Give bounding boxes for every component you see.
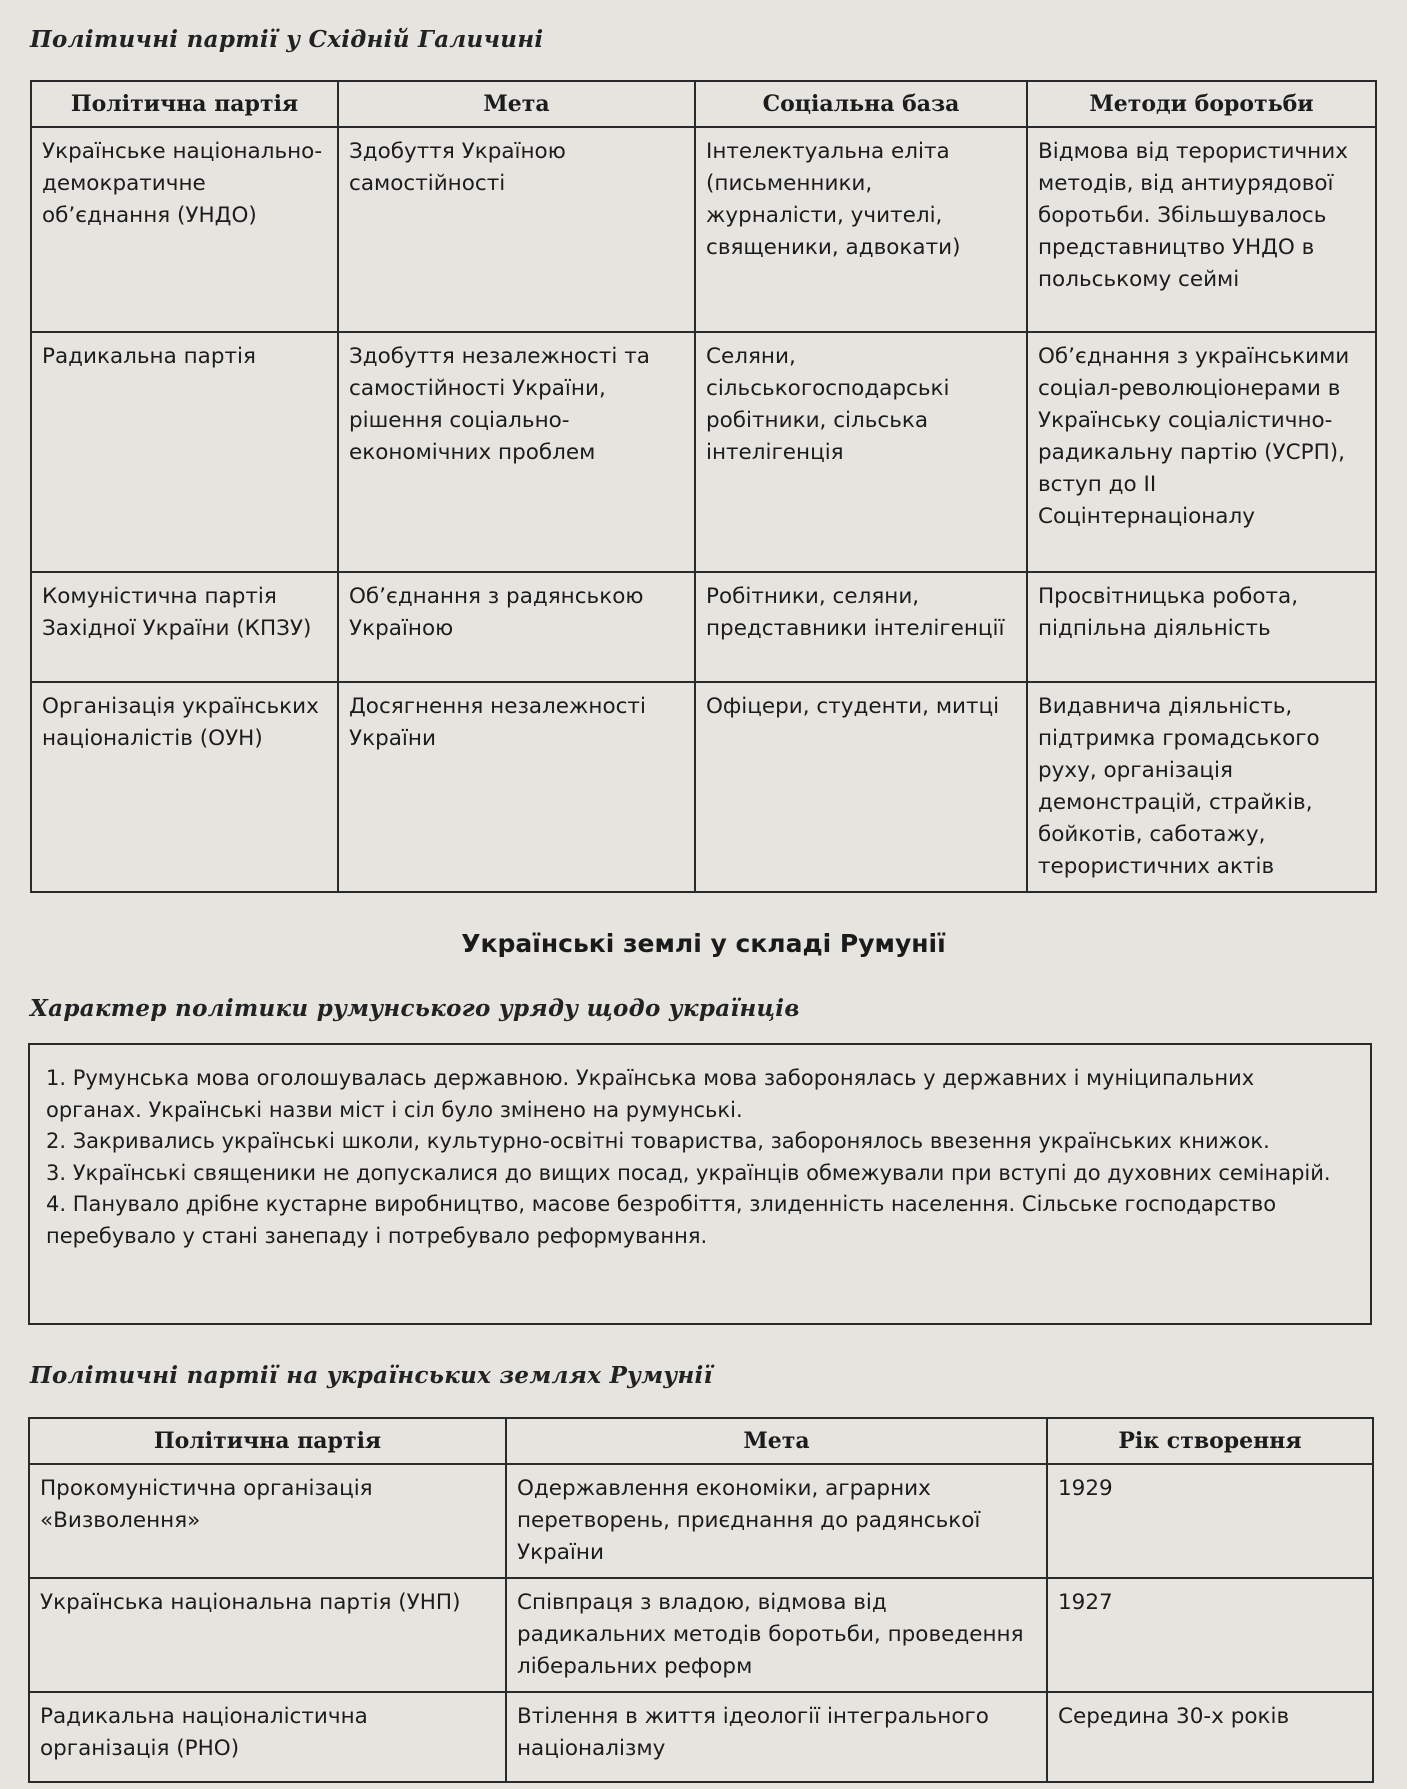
party-cell: Прокомуністична організація «Визволення» <box>29 1464 506 1578</box>
policy-item: 4. Панувало дрібне кустарне виробництво, масове безробіття, злиденність населення. Сільське господарство перебувало у стані занепаду і потребувало реформування. <box>46 1192 1277 1248</box>
methods-cell: Просвітницька робота, підпільна діяльність <box>1027 572 1376 682</box>
section-title-eastern-galicia: Політичні партії у Східній Галичині <box>30 26 544 53</box>
methods-cell: Видавнича діяльність, підтримка громадського руху, організація демонстрацій, страйків, бойкотів, саботажу, терористичних актів <box>1027 682 1376 892</box>
policy-item: 1. Румунська мова оголошувалась державною. Українська мова заборонялась у державних і муніципальних органах. Українські назви міст і сіл було змінено на румунські. <box>46 1066 1255 1122</box>
goal-cell: Досягнення незалежності України <box>338 682 695 892</box>
table-row <box>29 1578 1373 1692</box>
goal-cell: Одержавлення економіки, аграрних перетворень, приєднання до радянської України <box>506 1464 1047 1578</box>
goal-cell: Здобуття незалежності та самостійності України, рішення соціально-економічних проблем <box>338 332 695 572</box>
social-base-cell: Офіцери, студенти, митці <box>695 682 1027 892</box>
column-header: Мета <box>338 81 695 127</box>
section-title-romania-parties: Політичні партії на українських землях Румунії <box>30 1362 713 1389</box>
social-base-cell: Селяни, сільськогосподарські робітники, сільська інтелігенція <box>695 332 1027 572</box>
table-header-row <box>31 81 1376 127</box>
eastern-galicia-parties-table <box>30 80 1377 893</box>
romania-parties-table <box>28 1417 1374 1783</box>
column-header: Методи боротьби <box>1027 81 1376 127</box>
year-cell: Середина 30-х років <box>1047 1692 1373 1782</box>
table-row <box>31 127 1376 332</box>
party-cell: Українська національна партія (УНП) <box>29 1578 506 1692</box>
column-header: Рік створення <box>1047 1418 1373 1464</box>
goal-cell: Співпраця з владою, відмова від радикальних методів боротьби, проведення ліберальних реформ <box>506 1578 1047 1692</box>
table-row <box>29 1692 1373 1782</box>
column-header: Соціальна база <box>695 81 1027 127</box>
table-row <box>31 332 1376 572</box>
social-base-cell: Робітники, селяни, представники інтелігенції <box>695 572 1027 682</box>
year-cell: 1927 <box>1047 1578 1373 1692</box>
table-row <box>31 572 1376 682</box>
party-cell: Українське національно-демократичне об’єднання (УНДО) <box>31 127 338 332</box>
policy-item: 2. Закривались українські школи, культурно-освітні товариства, заборонялось ввезення українських книжок. <box>46 1129 1270 1153</box>
table-row <box>31 682 1376 892</box>
table-header-row <box>29 1418 1373 1464</box>
table-row <box>29 1464 1373 1578</box>
methods-cell: Відмова від терористичних методів, від антиурядової боротьби. Збільшувалось представництво УНДО в польському сеймі <box>1027 127 1376 332</box>
column-header: Політична партія <box>29 1418 506 1464</box>
goal-cell: Втілення в життя ідеології інтегрального націоналізму <box>506 1692 1047 1782</box>
party-cell: Комуністична партія Західної України (КПЗУ) <box>31 572 338 682</box>
year-cell: 1929 <box>1047 1464 1373 1578</box>
column-header: Політична партія <box>31 81 338 127</box>
goal-cell: Об’єднання з радянською Україною <box>338 572 695 682</box>
heading-romania: Українські землі у складі Румунії <box>461 929 946 958</box>
social-base-cell: Інтелектуальна еліта (письменники, журналісти, учителі, священики, адвокати) <box>695 127 1027 332</box>
section-title-romanian-policy: Характер політики румунського уряду щодо українців <box>30 995 800 1022</box>
party-cell: Організація українських націоналістів (ОУН) <box>31 682 338 892</box>
policy-item: 3. Українські священики не допускалися до вищих посад, українців обмежували при вступі до духовних семінарій. <box>46 1160 1331 1185</box>
party-cell: Радикальна партія <box>31 332 338 572</box>
column-header: Мета <box>506 1418 1047 1464</box>
methods-cell: Об’єднання з українськими соціал-революціонерами в Українську соціалістично-радикальну партію (УСРП), вступ до ІІ Соцінтернаціоналу <box>1027 332 1376 572</box>
party-cell: Радикальна націоналістична організація (РНО) <box>29 1692 506 1782</box>
romanian-policy-box <box>28 1043 1372 1325</box>
goal-cell: Здобуття Україною самостійності <box>338 127 695 332</box>
